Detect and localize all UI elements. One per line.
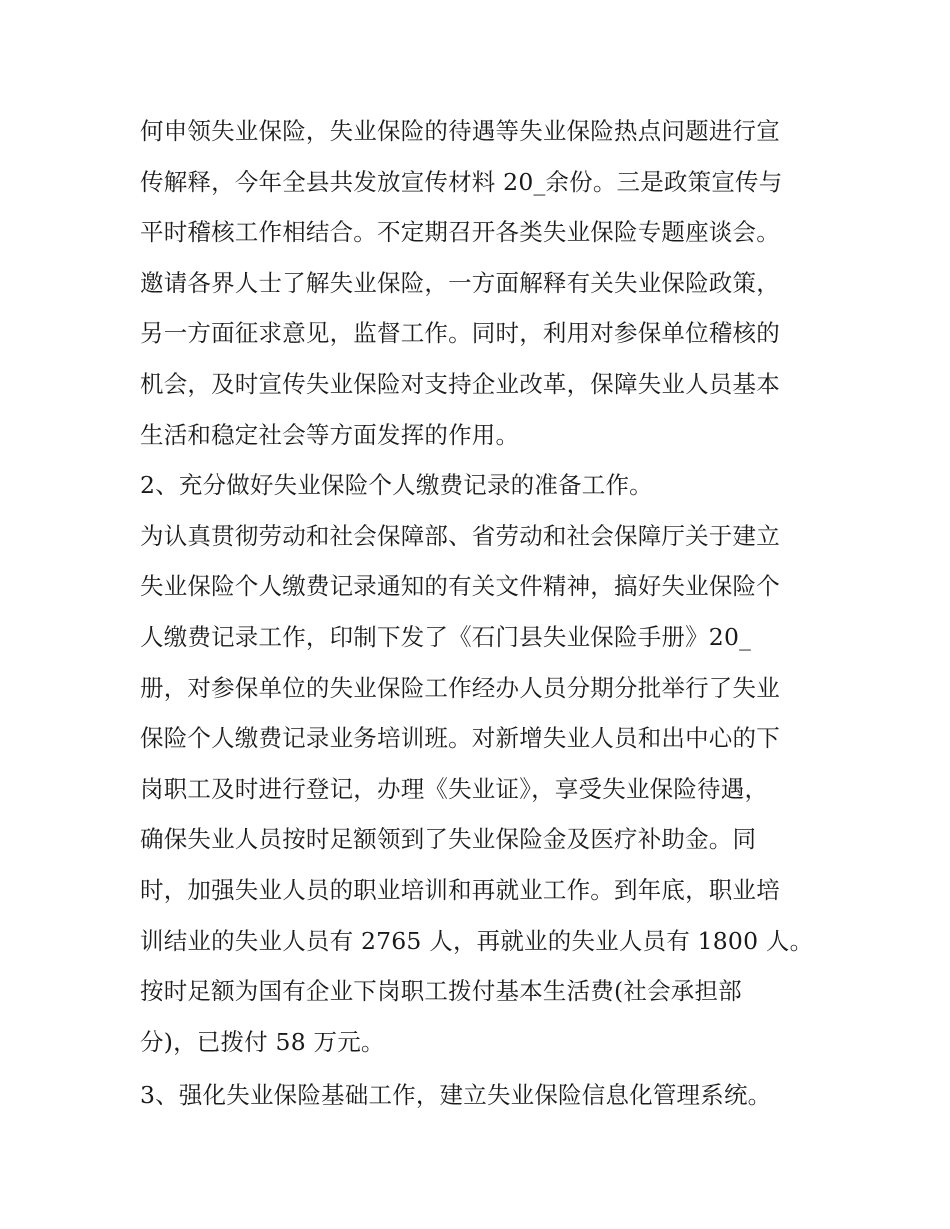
text-line: 时，加强失业人员的职业培训和再就业工作。到年底，职业培 bbox=[140, 875, 780, 904]
text-line: 失业保险个人缴费记录通知的有关文件精神，搞好失业保险个 bbox=[140, 572, 780, 601]
text-line: 册，对参保单位的失业保险工作经办人员分期分批举行了失业 bbox=[140, 673, 780, 702]
text-line: 生活和稳定社会等方面发挥的作用。 bbox=[140, 420, 520, 449]
text-line: 确保失业人员按时足额领到了失业保险金及医疗补助金。同 bbox=[140, 825, 757, 854]
section-heading: 2、充分做好失业保险个人缴费记录的准备工作。 bbox=[140, 471, 653, 500]
text-line: 人缴费记录工作，印制下发了《石门县失业保险手册》20_ bbox=[140, 622, 752, 651]
text-line: 平时稽核工作相结合。不定期召开各类失业保险专题座谈会。 bbox=[140, 218, 780, 247]
text-line: 训结业的失业人员有 2765 人，再就业的失业人员有 1800 人。 bbox=[140, 926, 814, 955]
text-line: 保险个人缴费记录业务培训班。对新增失业人员和出中心的下 bbox=[140, 724, 780, 753]
text-line: 邀请各界人士了解失业保险，一方面解释有关失业保险政策， bbox=[140, 268, 780, 297]
text-line: 机会，及时宣传失业保险对支持企业改革，保障失业人员基本 bbox=[140, 369, 780, 398]
text-line: 另一方面征求意见，监督工作。同时，利用对参保单位稽核的 bbox=[140, 319, 780, 348]
body-text bbox=[140, 106, 820, 1121]
section-heading: 3、强化失业保险基础工作，建立失业保险信息化管理系统。 bbox=[140, 1081, 772, 1110]
text-line: 岗职工及时进行登记，办理《失业证》，享受失业保险待遇， bbox=[140, 774, 769, 803]
text-line: 为认真贯彻劳动和社会保障部、省劳动和社会保障厅关于建立 bbox=[140, 521, 780, 550]
text-line: 分)，已拨付 58 万元。 bbox=[140, 1027, 385, 1056]
text-line: 按时足额为国有企业下岗职工拨付基本生活费(社会承担部 bbox=[140, 977, 742, 1006]
text-line: 传解释，今年全县共发放宣传材料 20_余份。三是政策宣传与 bbox=[140, 167, 783, 196]
text-line: 何申领失业保险，失业保险的待遇等失业保险热点问题进行宣 bbox=[140, 117, 780, 145]
